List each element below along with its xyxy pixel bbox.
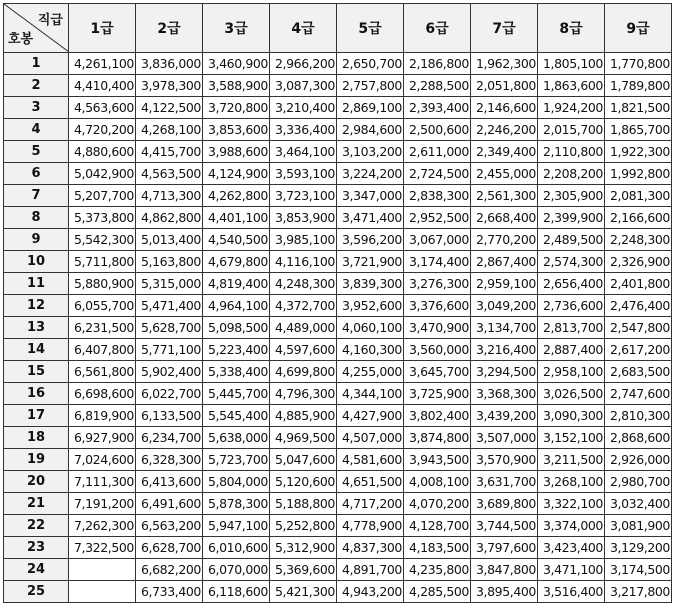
salary-cell: 4,060,100 <box>337 317 404 339</box>
salary-cell: 4,128,700 <box>404 515 471 537</box>
step-number-cell: 6 <box>4 163 69 185</box>
salary-cell: 4,862,800 <box>136 207 203 229</box>
salary-cell: 5,878,300 <box>203 493 270 515</box>
salary-cell: 5,098,500 <box>203 317 270 339</box>
table-row <box>4 295 672 317</box>
salary-cell: 5,047,600 <box>270 449 337 471</box>
grade-header-8: 8급 <box>538 4 605 53</box>
salary-cell: 3,174,400 <box>404 251 471 273</box>
salary-cell: 3,067,000 <box>404 229 471 251</box>
salary-cell: 6,328,300 <box>136 449 203 471</box>
salary-cell: 4,699,800 <box>270 361 337 383</box>
salary-cell: 2,110,800 <box>538 141 605 163</box>
salary-cell: 6,561,800 <box>69 361 136 383</box>
salary-cell: 2,476,400 <box>605 295 672 317</box>
salary-cell: 3,836,000 <box>136 53 203 75</box>
salary-cell: 4,563,600 <box>69 97 136 119</box>
salary-cell: 2,288,500 <box>404 75 471 97</box>
salary-cell: 4,489,000 <box>270 317 337 339</box>
salary-cell: 2,984,600 <box>337 119 404 141</box>
salary-cell: 3,376,600 <box>404 295 471 317</box>
grade-header-1: 1급 <box>69 4 136 53</box>
salary-cell: 2,248,300 <box>605 229 672 251</box>
salary-cell: 2,683,500 <box>605 361 672 383</box>
table-row <box>4 559 672 581</box>
salary-cell: 2,611,000 <box>404 141 471 163</box>
salary-cell: 4,651,500 <box>337 471 404 493</box>
salary-cell: 5,628,700 <box>136 317 203 339</box>
salary-cell: 2,617,200 <box>605 339 672 361</box>
salary-cell: 2,757,800 <box>337 75 404 97</box>
salary-cell: 2,399,900 <box>538 207 605 229</box>
salary-cell: 5,880,900 <box>69 273 136 295</box>
salary-cell: 2,867,400 <box>471 251 538 273</box>
grade-header-4: 4급 <box>270 4 337 53</box>
salary-cell: 7,024,600 <box>69 449 136 471</box>
grade-header-9: 9급 <box>605 4 672 53</box>
salary-cell: 4,885,900 <box>270 405 337 427</box>
salary-cell: 5,252,800 <box>270 515 337 537</box>
step-number-cell: 9 <box>4 229 69 251</box>
salary-cell: 3,874,800 <box>404 427 471 449</box>
salary-cell: 2,747,600 <box>605 383 672 405</box>
salary-cell: 1,865,700 <box>605 119 672 141</box>
salary-cell: 3,471,100 <box>538 559 605 581</box>
salary-cell <box>69 559 136 581</box>
salary-cell: 6,407,800 <box>69 339 136 361</box>
header-row <box>4 4 672 53</box>
salary-cell: 6,234,700 <box>136 427 203 449</box>
salary-cell: 6,563,200 <box>136 515 203 537</box>
salary-cell: 6,682,200 <box>136 559 203 581</box>
salary-cell: 3,978,300 <box>136 75 203 97</box>
salary-cell: 2,838,300 <box>404 185 471 207</box>
salary-cell: 3,026,500 <box>538 383 605 405</box>
salary-cell: 3,507,000 <box>471 427 538 449</box>
salary-cell: 6,022,700 <box>136 383 203 405</box>
salary-cell: 2,724,500 <box>404 163 471 185</box>
salary-cell: 4,427,900 <box>337 405 404 427</box>
salary-cell: 6,010,600 <box>203 537 270 559</box>
salary-cell: 4,819,400 <box>203 273 270 295</box>
salary-cell: 3,090,300 <box>538 405 605 427</box>
salary-cell: 3,374,000 <box>538 515 605 537</box>
table-row <box>4 75 672 97</box>
salary-cell <box>69 581 136 603</box>
table-row <box>4 141 672 163</box>
step-number-cell: 3 <box>4 97 69 119</box>
salary-cell: 3,368,300 <box>471 383 538 405</box>
salary-cell: 5,188,800 <box>270 493 337 515</box>
salary-cell: 5,223,400 <box>203 339 270 361</box>
salary-cell: 3,134,700 <box>471 317 538 339</box>
salary-cell: 5,445,700 <box>203 383 270 405</box>
salary-cell: 5,902,400 <box>136 361 203 383</box>
step-number-cell: 24 <box>4 559 69 581</box>
salary-cell: 4,679,800 <box>203 251 270 273</box>
salary-cell: 6,927,900 <box>69 427 136 449</box>
salary-cell: 7,322,500 <box>69 537 136 559</box>
salary-cell: 4,581,600 <box>337 449 404 471</box>
salary-cell: 3,216,400 <box>471 339 538 361</box>
table-row <box>4 449 672 471</box>
step-number-cell: 16 <box>4 383 69 405</box>
salary-cell: 2,959,100 <box>471 273 538 295</box>
salary-cell: 4,720,200 <box>69 119 136 141</box>
salary-cell: 3,943,500 <box>404 449 471 471</box>
salary-cell: 2,926,000 <box>605 449 672 471</box>
salary-cell: 4,262,800 <box>203 185 270 207</box>
salary-cell: 4,507,000 <box>337 427 404 449</box>
table-row <box>4 339 672 361</box>
salary-cell: 1,962,300 <box>471 53 538 75</box>
salary-cell: 3,217,800 <box>605 581 672 603</box>
salary-cell: 6,698,600 <box>69 383 136 405</box>
salary-cell: 3,174,500 <box>605 559 672 581</box>
salary-cell: 4,410,400 <box>69 75 136 97</box>
salary-cell: 4,880,600 <box>69 141 136 163</box>
salary-cell: 4,717,200 <box>337 493 404 515</box>
salary-cell: 4,268,100 <box>136 119 203 141</box>
salary-cell: 4,540,500 <box>203 229 270 251</box>
salary-cell: 5,723,700 <box>203 449 270 471</box>
salary-cell: 6,628,700 <box>136 537 203 559</box>
salary-cell: 3,797,600 <box>471 537 538 559</box>
salary-cell: 3,087,300 <box>270 75 337 97</box>
grade-header-5: 5급 <box>337 4 404 53</box>
salary-cell: 6,733,400 <box>136 581 203 603</box>
salary-cell: 3,847,800 <box>471 559 538 581</box>
step-number-cell: 23 <box>4 537 69 559</box>
salary-cell: 4,964,100 <box>203 295 270 317</box>
salary-cell: 4,713,300 <box>136 185 203 207</box>
salary-cell: 3,721,900 <box>337 251 404 273</box>
salary-cell: 6,133,500 <box>136 405 203 427</box>
salary-cell: 5,771,100 <box>136 339 203 361</box>
salary-cell: 4,248,300 <box>270 273 337 295</box>
salary-cell: 4,372,700 <box>270 295 337 317</box>
table-row <box>4 97 672 119</box>
salary-cell: 7,191,200 <box>69 493 136 515</box>
salary-cell: 6,118,600 <box>203 581 270 603</box>
salary-cell: 4,183,500 <box>404 537 471 559</box>
salary-cell: 2,305,900 <box>538 185 605 207</box>
salary-cell: 2,326,900 <box>605 251 672 273</box>
salary-cell: 4,116,100 <box>270 251 337 273</box>
salary-cell: 2,349,400 <box>471 141 538 163</box>
step-number-cell: 2 <box>4 75 69 97</box>
salary-cell: 3,294,500 <box>471 361 538 383</box>
salary-cell: 2,656,400 <box>538 273 605 295</box>
salary-cell: 3,988,600 <box>203 141 270 163</box>
grade-header-3: 3급 <box>203 4 270 53</box>
salary-cell: 4,401,100 <box>203 207 270 229</box>
salary-cell: 6,819,900 <box>69 405 136 427</box>
step-number-cell: 13 <box>4 317 69 339</box>
salary-cell: 4,235,800 <box>404 559 471 581</box>
table-row <box>4 185 672 207</box>
salary-cell: 1,805,100 <box>538 53 605 75</box>
table-row <box>4 537 672 559</box>
salary-cell: 3,853,600 <box>203 119 270 141</box>
salary-cell: 5,421,300 <box>270 581 337 603</box>
salary-cell: 5,711,800 <box>69 251 136 273</box>
table-row <box>4 405 672 427</box>
salary-cell: 2,455,000 <box>471 163 538 185</box>
salary-cell: 3,268,100 <box>538 471 605 493</box>
step-number-cell: 15 <box>4 361 69 383</box>
table-row <box>4 273 672 295</box>
salary-cell: 5,638,000 <box>203 427 270 449</box>
salary-cell: 3,645,700 <box>404 361 471 383</box>
salary-cell: 4,415,700 <box>136 141 203 163</box>
salary-cell: 3,049,200 <box>471 295 538 317</box>
salary-cell: 5,338,400 <box>203 361 270 383</box>
step-number-cell: 14 <box>4 339 69 361</box>
table-row <box>4 427 672 449</box>
corner-header-cell <box>4 4 69 53</box>
salary-cell: 2,561,300 <box>471 185 538 207</box>
salary-cell: 3,631,700 <box>471 471 538 493</box>
salary-cell: 2,736,600 <box>538 295 605 317</box>
salary-cell: 2,650,700 <box>337 53 404 75</box>
salary-cell: 3,103,200 <box>337 141 404 163</box>
salary-cell: 6,070,000 <box>203 559 270 581</box>
salary-cell: 5,013,400 <box>136 229 203 251</box>
salary-cell: 4,285,500 <box>404 581 471 603</box>
salary-cell: 3,723,100 <box>270 185 337 207</box>
salary-cell: 3,689,800 <box>471 493 538 515</box>
step-number-cell: 10 <box>4 251 69 273</box>
salary-cell: 2,500,600 <box>404 119 471 141</box>
salary-cell: 3,423,400 <box>538 537 605 559</box>
salary-cell: 2,393,400 <box>404 97 471 119</box>
salary-cell: 3,464,100 <box>270 141 337 163</box>
step-number-cell: 5 <box>4 141 69 163</box>
salary-cell: 3,032,400 <box>605 493 672 515</box>
salary-cell: 5,542,300 <box>69 229 136 251</box>
salary-cell: 2,051,800 <box>471 75 538 97</box>
salary-cell: 2,401,800 <box>605 273 672 295</box>
salary-cell: 5,804,000 <box>203 471 270 493</box>
salary-cell: 6,491,600 <box>136 493 203 515</box>
salary-cell: 3,152,100 <box>538 427 605 449</box>
salary-cell: 1,770,800 <box>605 53 672 75</box>
salary-cell: 2,868,600 <box>605 427 672 449</box>
salary-cell: 2,208,200 <box>538 163 605 185</box>
salary-cell: 2,081,300 <box>605 185 672 207</box>
salary-cell: 3,560,000 <box>404 339 471 361</box>
salary-cell: 3,471,400 <box>337 207 404 229</box>
salary-cell: 3,129,200 <box>605 537 672 559</box>
salary-cell: 2,668,400 <box>471 207 538 229</box>
step-number-cell: 17 <box>4 405 69 427</box>
salary-cell: 3,744,500 <box>471 515 538 537</box>
salary-cell: 2,166,600 <box>605 207 672 229</box>
salary-cell: 3,460,900 <box>203 53 270 75</box>
step-axis-label: 호봉 <box>8 32 34 47</box>
table-row <box>4 317 672 339</box>
salary-cell: 5,947,100 <box>203 515 270 537</box>
salary-cell: 4,796,300 <box>270 383 337 405</box>
salary-cell: 2,980,700 <box>605 471 672 493</box>
salary-cell: 5,120,600 <box>270 471 337 493</box>
salary-cell: 5,471,400 <box>136 295 203 317</box>
salary-cell: 2,146,600 <box>471 97 538 119</box>
table-row <box>4 119 672 141</box>
salary-cell: 2,547,800 <box>605 317 672 339</box>
table-row <box>4 581 672 603</box>
salary-cell: 3,802,400 <box>404 405 471 427</box>
salary-cell: 3,439,200 <box>471 405 538 427</box>
salary-cell: 2,810,300 <box>605 405 672 427</box>
salary-cell: 2,574,300 <box>538 251 605 273</box>
grade-axis-label: 직급 <box>37 13 63 28</box>
salary-cell: 3,322,100 <box>538 493 605 515</box>
salary-cell: 4,070,200 <box>404 493 471 515</box>
table-row <box>4 361 672 383</box>
table-row <box>4 229 672 251</box>
salary-cell: 5,545,400 <box>203 405 270 427</box>
table-row <box>4 515 672 537</box>
salary-cell: 3,081,900 <box>605 515 672 537</box>
salary-table <box>3 3 672 603</box>
step-number-cell: 7 <box>4 185 69 207</box>
salary-cell: 2,186,800 <box>404 53 471 75</box>
salary-cell: 2,813,700 <box>538 317 605 339</box>
grade-header-6: 6급 <box>404 4 471 53</box>
salary-cell: 2,958,100 <box>538 361 605 383</box>
salary-cell: 3,210,400 <box>270 97 337 119</box>
salary-cell: 5,207,700 <box>69 185 136 207</box>
salary-cell: 4,124,900 <box>203 163 270 185</box>
salary-cell: 3,588,900 <box>203 75 270 97</box>
salary-cell: 3,347,000 <box>337 185 404 207</box>
step-number-cell: 25 <box>4 581 69 603</box>
step-number-cell: 20 <box>4 471 69 493</box>
salary-cell: 2,770,200 <box>471 229 538 251</box>
salary-table-container <box>3 3 672 603</box>
salary-cell: 6,231,500 <box>69 317 136 339</box>
salary-cell: 3,720,800 <box>203 97 270 119</box>
salary-cell: 2,869,100 <box>337 97 404 119</box>
step-number-cell: 4 <box>4 119 69 141</box>
step-number-cell: 8 <box>4 207 69 229</box>
salary-cell: 2,489,500 <box>538 229 605 251</box>
table-row <box>4 251 672 273</box>
step-number-cell: 18 <box>4 427 69 449</box>
salary-cell: 4,344,100 <box>337 383 404 405</box>
grade-header-2: 2급 <box>136 4 203 53</box>
salary-cell: 4,891,700 <box>337 559 404 581</box>
salary-cell: 3,725,900 <box>404 383 471 405</box>
salary-cell: 3,952,600 <box>337 295 404 317</box>
salary-cell: 2,887,400 <box>538 339 605 361</box>
salary-cell: 7,111,300 <box>69 471 136 493</box>
table-body <box>4 53 672 603</box>
salary-cell: 4,943,200 <box>337 581 404 603</box>
salary-cell: 2,246,200 <box>471 119 538 141</box>
salary-cell: 1,789,800 <box>605 75 672 97</box>
table-row <box>4 383 672 405</box>
salary-cell: 4,563,500 <box>136 163 203 185</box>
salary-cell: 3,853,900 <box>270 207 337 229</box>
table-row <box>4 493 672 515</box>
salary-cell: 3,839,300 <box>337 273 404 295</box>
salary-cell: 3,895,400 <box>471 581 538 603</box>
table-row <box>4 471 672 493</box>
salary-cell: 3,470,900 <box>404 317 471 339</box>
step-number-cell: 22 <box>4 515 69 537</box>
salary-cell: 1,924,200 <box>538 97 605 119</box>
step-number-cell: 19 <box>4 449 69 471</box>
salary-cell: 4,261,100 <box>69 53 136 75</box>
salary-cell: 6,055,700 <box>69 295 136 317</box>
table-row <box>4 207 672 229</box>
salary-cell: 1,922,300 <box>605 141 672 163</box>
salary-cell: 4,597,600 <box>270 339 337 361</box>
salary-cell: 3,593,100 <box>270 163 337 185</box>
table-row <box>4 53 672 75</box>
salary-cell: 7,262,300 <box>69 515 136 537</box>
step-number-cell: 1 <box>4 53 69 75</box>
salary-cell: 3,516,400 <box>538 581 605 603</box>
salary-cell: 5,163,800 <box>136 251 203 273</box>
salary-cell: 3,224,200 <box>337 163 404 185</box>
salary-cell: 1,863,600 <box>538 75 605 97</box>
salary-cell: 5,369,600 <box>270 559 337 581</box>
salary-cell: 5,042,900 <box>69 163 136 185</box>
salary-cell: 6,413,600 <box>136 471 203 493</box>
salary-cell: 3,336,400 <box>270 119 337 141</box>
salary-cell: 1,992,800 <box>605 163 672 185</box>
salary-cell: 4,969,500 <box>270 427 337 449</box>
grade-header-7: 7급 <box>471 4 538 53</box>
salary-cell: 3,276,300 <box>404 273 471 295</box>
step-number-cell: 11 <box>4 273 69 295</box>
salary-cell: 4,008,100 <box>404 471 471 493</box>
salary-cell: 3,570,900 <box>471 449 538 471</box>
salary-cell: 2,015,700 <box>538 119 605 141</box>
salary-cell: 4,122,500 <box>136 97 203 119</box>
salary-cell: 4,837,300 <box>337 537 404 559</box>
table-row <box>4 163 672 185</box>
salary-cell: 3,985,100 <box>270 229 337 251</box>
salary-cell: 5,312,900 <box>270 537 337 559</box>
salary-cell: 5,373,800 <box>69 207 136 229</box>
salary-cell: 1,821,500 <box>605 97 672 119</box>
step-number-cell: 12 <box>4 295 69 317</box>
salary-cell: 3,596,200 <box>337 229 404 251</box>
salary-cell: 4,160,300 <box>337 339 404 361</box>
salary-cell: 4,255,000 <box>337 361 404 383</box>
salary-cell: 2,966,200 <box>270 53 337 75</box>
salary-cell: 2,952,500 <box>404 207 471 229</box>
salary-cell: 5,315,000 <box>136 273 203 295</box>
salary-cell: 3,211,500 <box>538 449 605 471</box>
salary-cell: 4,778,900 <box>337 515 404 537</box>
step-number-cell: 21 <box>4 493 69 515</box>
